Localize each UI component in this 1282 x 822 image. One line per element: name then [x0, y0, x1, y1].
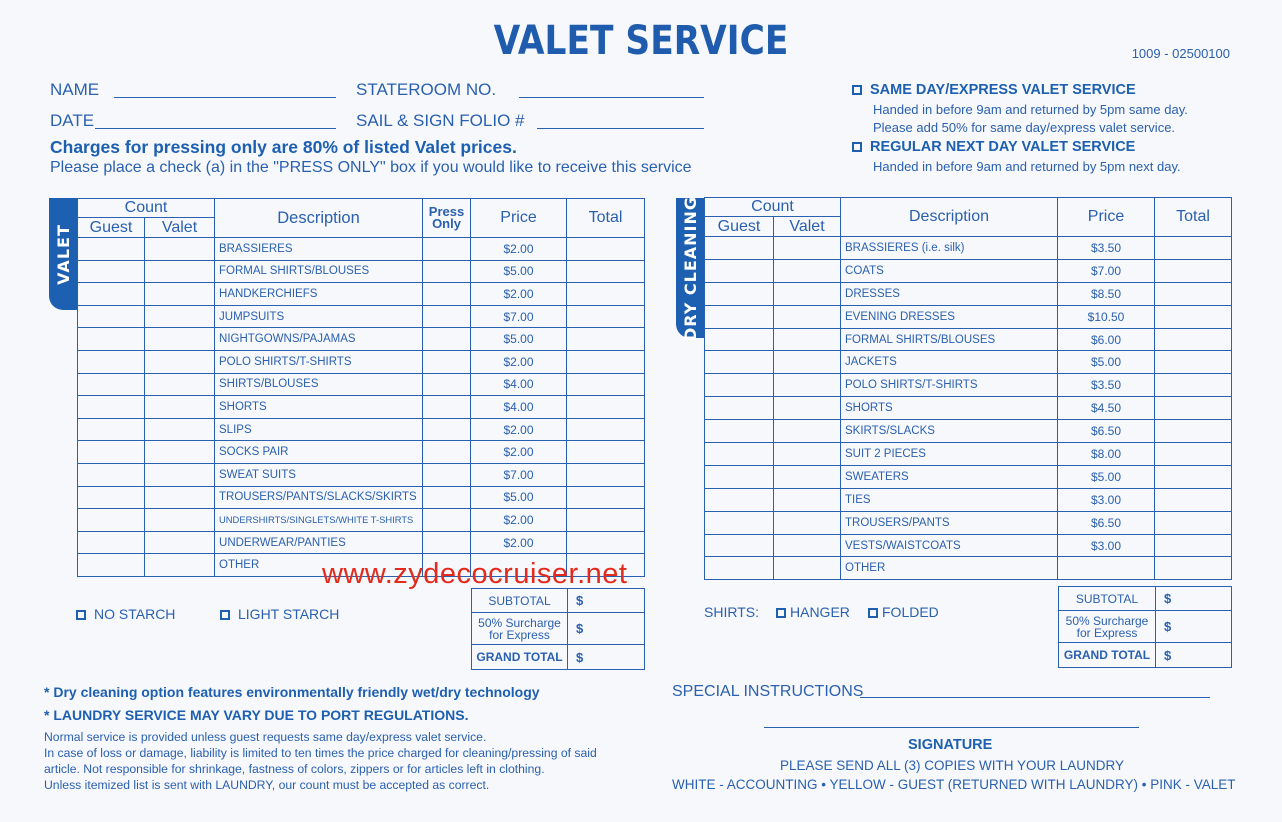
signature-field[interactable] — [764, 727, 1139, 728]
no-starch-label: NO STARCH — [94, 606, 176, 622]
valet-count-field[interactable] — [145, 486, 215, 509]
item-price: $5.00 — [471, 486, 567, 509]
item-total-field[interactable] — [1155, 259, 1232, 282]
item-description: SOCKS PAIR — [215, 441, 423, 464]
item-price: $7.00 — [471, 463, 567, 486]
item-total-field[interactable] — [567, 396, 645, 419]
table-row — [705, 237, 1232, 260]
table-row — [705, 443, 1232, 466]
valet-count-field[interactable] — [145, 260, 215, 283]
table-row — [705, 374, 1232, 397]
guest-count-field[interactable] — [78, 373, 145, 396]
send-copies-note: PLEASE SEND ALL (3) COPIES WITH YOUR LAUNDRY — [779, 758, 1125, 773]
guest-count-field[interactable] — [705, 305, 774, 328]
item-price: $2.00 — [471, 418, 567, 441]
table-row — [705, 328, 1232, 351]
guest-count-field[interactable] — [705, 465, 774, 488]
guest-count-field[interactable] — [78, 305, 145, 328]
pressing-note: Charges for pressing only are 80% of listed Valet prices. — [50, 137, 517, 157]
item-price: $6.50 — [1058, 511, 1155, 534]
date-field[interactable] — [95, 128, 336, 129]
guest-count-field[interactable] — [705, 328, 774, 351]
guest-count-field[interactable] — [705, 488, 774, 511]
press-only-checkbox[interactable] — [423, 418, 471, 441]
grand-total-field[interactable]: $ — [1156, 643, 1232, 668]
checkbox-icon[interactable] — [852, 142, 862, 152]
stateroom-field[interactable] — [519, 97, 704, 98]
item-price — [1058, 557, 1155, 580]
press-only-checkbox[interactable] — [423, 238, 471, 261]
guest-count-field[interactable] — [78, 418, 145, 441]
guest-count-field[interactable] — [78, 350, 145, 373]
name-field[interactable] — [114, 97, 336, 98]
surcharge-label: 50% Surcharge for Express — [472, 613, 568, 645]
item-price: $3.50 — [1058, 374, 1155, 397]
item-total-field[interactable] — [1155, 511, 1232, 534]
price-header: Price — [471, 199, 567, 238]
item-total-field[interactable] — [1155, 443, 1232, 466]
table-row — [705, 397, 1232, 420]
same-day-option[interactable] — [852, 82, 1136, 98]
item-description: FORMAL SHIRTS/BLOUSES — [841, 328, 1058, 351]
guest-count-field[interactable] — [705, 237, 774, 260]
valet-count-field[interactable] — [774, 557, 841, 580]
table-row — [78, 418, 645, 441]
item-description: TIES — [841, 488, 1058, 511]
item-total-field[interactable] — [1155, 237, 1232, 260]
table-row — [705, 282, 1232, 305]
valet-count-field[interactable] — [145, 531, 215, 554]
table-row — [705, 511, 1232, 534]
item-price: $3.00 — [1058, 488, 1155, 511]
table-row — [78, 531, 645, 554]
stateroom-label: STATEROOM NO. — [356, 80, 497, 99]
valet-count-field[interactable] — [774, 488, 841, 511]
valet-totals — [471, 588, 645, 670]
guest-count-field[interactable] — [78, 509, 145, 532]
press-only-checkbox[interactable] — [423, 441, 471, 464]
guest-count-field[interactable] — [705, 374, 774, 397]
press-only-checkbox[interactable] — [423, 350, 471, 373]
table-row — [78, 328, 645, 351]
pressing-instruction: Please place a check (a) in the "PRESS ONLY" box if you would like to receive this service — [50, 159, 692, 176]
item-description: SLIPS — [215, 418, 423, 441]
item-description: POLO SHIRTS/T-SHIRTS — [841, 374, 1058, 397]
valet-count-field[interactable] — [145, 509, 215, 532]
surcharge-field[interactable]: $ — [1156, 611, 1232, 643]
valet-count-field[interactable] — [145, 441, 215, 464]
folio-field[interactable] — [537, 128, 704, 129]
valet-count-field[interactable] — [774, 237, 841, 260]
press-only-checkbox[interactable] — [423, 463, 471, 486]
item-description: OTHER — [841, 557, 1058, 580]
date-label: DATE — [50, 111, 95, 130]
item-total-field[interactable] — [567, 418, 645, 441]
item-description: FORMAL SHIRTS/BLOUSES — [215, 260, 423, 283]
item-total-field[interactable] — [567, 305, 645, 328]
item-price: $4.50 — [1058, 397, 1155, 420]
next-day-option[interactable] — [852, 139, 1135, 155]
subtotal-label: SUBTOTAL — [472, 589, 568, 613]
item-price: $4.00 — [471, 396, 567, 419]
item-total-field[interactable] — [1155, 488, 1232, 511]
item-price: $3.50 — [1058, 237, 1155, 260]
checkbox-icon[interactable] — [852, 85, 862, 95]
guest-count-field[interactable] — [78, 396, 145, 419]
valet-count-field[interactable] — [774, 420, 841, 443]
item-description: NIGHTGOWNS/PAJAMAS — [215, 328, 423, 351]
next-day-line1: Handed in before 9am and returned by 5pm next day. — [873, 159, 1181, 174]
item-description: SHIRTS/BLOUSES — [215, 373, 423, 396]
item-price: $4.00 — [471, 373, 567, 396]
guest-count-field[interactable] — [78, 531, 145, 554]
item-total-field[interactable] — [567, 373, 645, 396]
item-price: $6.00 — [1058, 328, 1155, 351]
form-title: VALET SERVICE — [493, 18, 789, 64]
item-price: $7.00 — [1058, 259, 1155, 282]
item-description: SHORTS — [215, 396, 423, 419]
valet-header: Valet — [145, 218, 215, 238]
laundry-note: * LAUNDRY SERVICE MAY VARY DUE TO PORT REGULATIONS. — [44, 707, 469, 723]
press-only-checkbox[interactable] — [423, 509, 471, 532]
item-total-field[interactable] — [567, 260, 645, 283]
guest-header: Guest — [78, 218, 145, 238]
item-description: TROUSERS/PANTS — [841, 511, 1058, 534]
item-price: $3.00 — [1058, 534, 1155, 557]
table-row — [705, 488, 1232, 511]
item-price: $5.00 — [1058, 351, 1155, 374]
light-starch-option[interactable] — [220, 606, 339, 622]
table-row — [78, 463, 645, 486]
guest-count-field[interactable] — [705, 259, 774, 282]
item-total-field[interactable] — [1155, 282, 1232, 305]
watermark: www.zydecocruiser.net — [322, 558, 628, 590]
item-total-field[interactable] — [1155, 351, 1232, 374]
valet-count-field[interactable] — [774, 305, 841, 328]
item-description: BRASSIERES (i.e. silk) — [841, 237, 1058, 260]
valet-count-field[interactable] — [145, 463, 215, 486]
item-description: BRASSIERES — [215, 238, 423, 261]
name-label: NAME — [50, 80, 100, 99]
item-total-field[interactable] — [567, 509, 645, 532]
item-total-field[interactable] — [567, 531, 645, 554]
valet-count-field[interactable] — [145, 373, 215, 396]
hanger-label: HANGER — [790, 604, 850, 620]
item-description: SWEAT SUITS — [215, 463, 423, 486]
press-only-checkbox[interactable] — [423, 531, 471, 554]
item-description: POLO SHIRTS/T-SHIRTS — [215, 350, 423, 373]
valet-count-field[interactable] — [774, 328, 841, 351]
valet-count-field[interactable] — [145, 283, 215, 306]
checkbox-icon[interactable] — [76, 610, 86, 620]
subtotal-label: SUBTOTAL — [1059, 587, 1156, 611]
table-row — [705, 351, 1232, 374]
guest-count-field[interactable] — [705, 443, 774, 466]
valet-count-field[interactable] — [145, 350, 215, 373]
guest-count-field[interactable] — [78, 441, 145, 464]
copy-colors-note: WHITE - ACCOUNTING • YELLOW - GUEST (RETURNED WITH LAUNDRY) • PINK - VALET — [672, 777, 1236, 792]
price-header: Price — [1058, 198, 1155, 237]
guest-count-field[interactable] — [705, 351, 774, 374]
special-instructions-label: SPECIAL INSTRUCTIONS — [672, 683, 864, 700]
table-row — [78, 305, 645, 328]
guest-count-field[interactable] — [705, 420, 774, 443]
note-line-4: Unless itemized list is sent with LAUNDRY, our count must be accepted as correct. — [44, 778, 490, 792]
valet-count-field[interactable] — [774, 397, 841, 420]
item-total-field[interactable] — [1155, 534, 1232, 557]
item-description: HANDKERCHIEFS — [215, 283, 423, 306]
count-header: Count — [78, 199, 215, 218]
checkbox-icon[interactable] — [220, 610, 230, 620]
hanger-option[interactable] — [776, 604, 850, 620]
item-price: $2.00 — [471, 531, 567, 554]
item-description: SKIRTS/SLACKS — [841, 420, 1058, 443]
form-code: 1009 - 02500100 — [1131, 46, 1230, 61]
valet-count-field[interactable] — [774, 282, 841, 305]
guest-count-field[interactable] — [78, 554, 145, 577]
subtotal-field[interactable]: $ — [1156, 587, 1232, 611]
item-description: VESTS/WAISTCOATS — [841, 534, 1058, 557]
guest-count-field[interactable] — [705, 397, 774, 420]
item-total-field[interactable] — [1155, 465, 1232, 488]
table-row — [705, 557, 1232, 580]
dry-cleaning-table — [704, 197, 1232, 580]
valet-table — [77, 198, 645, 577]
guest-header: Guest — [705, 217, 774, 237]
item-price: $5.00 — [471, 260, 567, 283]
valet-count-field[interactable] — [145, 554, 215, 577]
item-description: DRESSES — [841, 282, 1058, 305]
press-only-checkbox[interactable] — [423, 396, 471, 419]
no-starch-option[interactable] — [76, 606, 175, 622]
guest-count-field[interactable] — [705, 282, 774, 305]
valet-tab: VALET — [49, 198, 77, 310]
item-description: JUMPSUITS — [215, 305, 423, 328]
signature-label: SIGNATURE — [908, 737, 993, 753]
valet-count-field[interactable] — [774, 259, 841, 282]
item-description: JACKETS — [841, 351, 1058, 374]
dry-cleaning-totals — [1058, 586, 1232, 668]
item-price: $10.50 — [1058, 305, 1155, 328]
press-only-checkbox[interactable] — [423, 328, 471, 351]
item-price: $5.00 — [1058, 465, 1155, 488]
light-starch-label: LIGHT STARCH — [238, 606, 340, 622]
item-description: UNDERSHIRTS/SINGLETS/WHITE T-SHIRTS — [215, 509, 423, 532]
surcharge-field[interactable]: $ — [568, 613, 645, 645]
table-row — [78, 373, 645, 396]
item-total-field[interactable] — [567, 350, 645, 373]
item-description: SHORTS — [841, 397, 1058, 420]
item-total-field[interactable] — [1155, 305, 1232, 328]
item-total-field[interactable] — [567, 441, 645, 464]
table-row — [78, 283, 645, 306]
valet-count-field[interactable] — [145, 396, 215, 419]
item-price: $2.00 — [471, 283, 567, 306]
guest-count-field[interactable] — [78, 463, 145, 486]
valet-count-field[interactable] — [774, 443, 841, 466]
item-price: $2.00 — [471, 509, 567, 532]
valet-count-field[interactable] — [774, 465, 841, 488]
table-row — [705, 420, 1232, 443]
press-only-checkbox[interactable] — [423, 260, 471, 283]
note-line-2: In case of loss or damage, liability is limited to ten times the price charged for cleaning/pressing of said — [44, 746, 597, 760]
item-price: $8.50 — [1058, 282, 1155, 305]
press-only-checkbox[interactable] — [423, 373, 471, 396]
item-price: $2.00 — [471, 238, 567, 261]
guest-count-field[interactable] — [78, 260, 145, 283]
valet-count-field[interactable] — [774, 534, 841, 557]
table-row — [705, 465, 1232, 488]
guest-count-field[interactable] — [78, 328, 145, 351]
checkbox-icon[interactable] — [776, 608, 786, 618]
next-day-label: REGULAR NEXT DAY VALET SERVICE — [870, 139, 1136, 155]
table-row — [78, 350, 645, 373]
valet-count-field[interactable] — [145, 328, 215, 351]
table-row — [78, 260, 645, 283]
item-total-field[interactable] — [1155, 374, 1232, 397]
item-description: SUIT 2 PIECES — [841, 443, 1058, 466]
description-header: Description — [841, 198, 1058, 237]
item-total-field[interactable] — [1155, 557, 1232, 580]
table-row — [78, 238, 645, 261]
item-total-field[interactable] — [567, 463, 645, 486]
note-line-1: Normal service is provided unless guest requests same day/express valet service. — [44, 730, 487, 744]
dry-cleaning-tab: DRY CLEANING — [676, 198, 704, 338]
guest-count-field[interactable] — [705, 534, 774, 557]
table-row — [705, 534, 1232, 557]
item-price: $7.00 — [471, 305, 567, 328]
item-description: UNDERWEAR/PANTIES — [215, 531, 423, 554]
valet-count-field[interactable] — [774, 511, 841, 534]
guest-count-field[interactable] — [78, 283, 145, 306]
item-total-field[interactable] — [567, 238, 645, 261]
folded-option[interactable] — [868, 604, 939, 620]
item-description: EVENING DRESSES — [841, 305, 1058, 328]
description-header: Description — [215, 199, 423, 238]
table-row — [78, 486, 645, 509]
table-row — [78, 396, 645, 419]
folio-label: SAIL & SIGN FOLIO # — [356, 111, 525, 130]
item-total-field[interactable] — [567, 328, 645, 351]
press-only-header: Press Only — [423, 199, 471, 238]
item-total-field[interactable] — [567, 486, 645, 509]
same-day-line1: Handed in before 9am and returned by 5pm same day. — [873, 102, 1188, 117]
press-only-checkbox[interactable] — [423, 486, 471, 509]
item-price: $6.50 — [1058, 420, 1155, 443]
item-price: $2.00 — [471, 441, 567, 464]
valet-count-field[interactable] — [145, 305, 215, 328]
item-description: OTHER — [215, 554, 423, 577]
total-header: Total — [1155, 198, 1232, 237]
press-only-checkbox[interactable] — [423, 283, 471, 306]
guest-count-field[interactable] — [705, 511, 774, 534]
table-row — [705, 305, 1232, 328]
item-description: COATS — [841, 259, 1058, 282]
subtotal-field[interactable]: $ — [568, 589, 645, 613]
same-day-label: SAME DAY/EXPRESS VALET SERVICE — [870, 82, 1136, 98]
item-total-field[interactable] — [1155, 328, 1232, 351]
guest-count-field[interactable] — [78, 486, 145, 509]
press-only-checkbox[interactable] — [423, 305, 471, 328]
item-description: SWEATERS — [841, 465, 1058, 488]
item-price: $8.00 — [1058, 443, 1155, 466]
special-instructions-field[interactable] — [860, 697, 1210, 698]
count-header: Count — [705, 198, 841, 217]
valet-count-field[interactable] — [145, 418, 215, 441]
same-day-line2: Please add 50% for same day/express valet service. — [873, 120, 1176, 135]
table-row — [78, 441, 645, 464]
guest-count-field[interactable] — [705, 557, 774, 580]
checkbox-icon[interactable] — [868, 608, 878, 618]
table-row — [705, 259, 1232, 282]
note-line-3: article. Not responsible for shrinkage, fastness of colors, zippers or for articles left in clothing. — [44, 762, 545, 776]
grand-total-label: GRAND TOTAL — [472, 645, 568, 670]
dry-cleaning-note: * Dry cleaning option features environmentally friendly wet/dry technology — [44, 684, 540, 700]
item-description: TROUSERS/PANTS/SLACKS/SKIRTS — [215, 486, 423, 509]
valet-count-field[interactable] — [145, 238, 215, 261]
item-price: $5.00 — [471, 328, 567, 351]
grand-total-field[interactable]: $ — [568, 645, 645, 670]
surcharge-label: 50% Surcharge for Express — [1059, 611, 1156, 643]
table-row — [78, 509, 645, 532]
item-total-field[interactable] — [1155, 420, 1232, 443]
shirts-label: SHIRTS: — [704, 604, 759, 620]
item-total-field[interactable] — [567, 283, 645, 306]
item-price: $2.00 — [471, 350, 567, 373]
folded-label: FOLDED — [882, 604, 939, 620]
total-header: Total — [567, 199, 645, 238]
item-total-field[interactable] — [1155, 397, 1232, 420]
valet-header: Valet — [774, 217, 841, 237]
grand-total-label: GRAND TOTAL — [1059, 643, 1156, 668]
guest-count-field[interactable] — [78, 238, 145, 261]
valet-count-field[interactable] — [774, 374, 841, 397]
valet-count-field[interactable] — [774, 351, 841, 374]
